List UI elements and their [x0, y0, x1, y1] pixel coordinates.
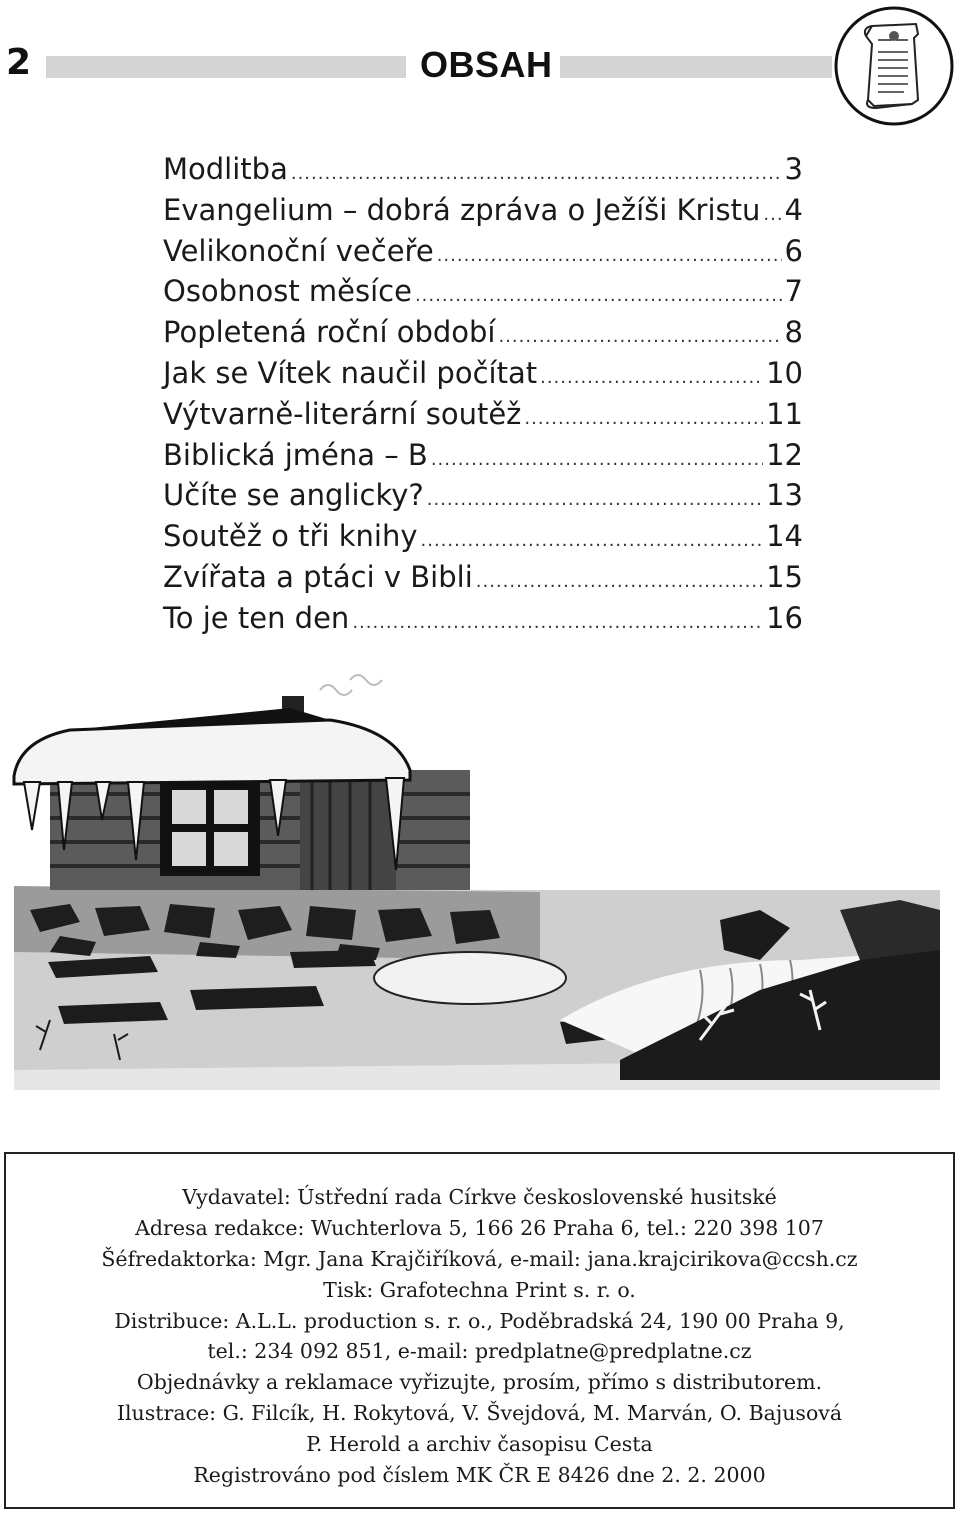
table-of-contents: [163, 152, 803, 642]
toc-entry[interactable]: [163, 519, 803, 560]
toc-page: 7: [784, 274, 803, 309]
toc-entry[interactable]: [163, 601, 803, 642]
toc-entry[interactable]: [163, 193, 803, 234]
toc-entry[interactable]: [163, 274, 803, 315]
section-title: OBSAH: [420, 44, 553, 85]
toc-title: To je ten den: [163, 600, 350, 635]
toc-leader: [421, 530, 764, 551]
toc-leader: [427, 489, 763, 510]
imprint-box: [4, 1152, 955, 1509]
toc-title: Velikonoční večeře: [163, 233, 434, 268]
toc-entry[interactable]: [163, 560, 803, 601]
toc-leader: [415, 285, 782, 306]
toc-leader: [291, 163, 782, 184]
toc-title: Zvířata a ptáci v Bibli: [163, 559, 473, 594]
imprint-editor: Šéfredaktorka: Mgr. Jana Krajčiříková, e-mail: jana.krajcirikova@ccsh.cz: [101, 1246, 858, 1271]
toc-title: Jak se Vítek naučil počítat: [163, 355, 538, 390]
imprint-illustrators-cont: P. Herold a archiv časopisu Cesta: [306, 1432, 653, 1457]
imprint-distribution: Distribuce: A.L.L. production s. r. o., Poděbradská 24, 190 00 Praha 9,: [114, 1308, 845, 1333]
toc-leader: [540, 367, 763, 388]
imprint-address: Adresa redakce: Wuchterlova 5, 166 26 Praha 6, tel.: 220 398 107: [135, 1215, 824, 1240]
imprint-registration: Registrováno pod číslem MK ČR E 8426 dne 2. 2. 2000: [193, 1463, 766, 1488]
toc-title: Evangelium – dobrá zpráva o Ježíši Kristu: [163, 192, 761, 227]
toc-page: 11: [766, 396, 803, 431]
toc-page: 4: [784, 192, 803, 227]
toc-leader: [437, 245, 782, 266]
toc-page: 10: [766, 355, 803, 390]
toc-leader: [352, 612, 763, 633]
toc-title: Výtvarně-literární soutěž: [163, 396, 522, 431]
toc-entry[interactable]: [163, 315, 803, 356]
toc-page: 12: [766, 437, 803, 472]
toc-title: Soutěž o tři knihy: [163, 519, 418, 554]
toc-leader: [763, 204, 781, 225]
header-band-right: [560, 56, 832, 78]
toc-page: 6: [784, 233, 803, 268]
toc-leader: [476, 571, 763, 592]
header-band-left: [46, 56, 406, 78]
toc-page: 14: [766, 519, 803, 554]
page-header: [0, 0, 960, 140]
toc-page: 13: [766, 478, 803, 513]
toc-leader: [431, 449, 763, 470]
toc-title: Osobnost měsíce: [163, 274, 412, 309]
scroll-emblem-icon: [832, 4, 956, 128]
toc-entry[interactable]: [163, 478, 803, 519]
imprint-orders: Objednávky a reklamace vyřizujte, prosím, přímo s distributorem.: [136, 1370, 823, 1395]
toc-entry[interactable]: [163, 234, 803, 275]
toc-page: 16: [766, 600, 803, 635]
toc-title: Biblická jména – B: [163, 437, 428, 472]
imprint-contact: tel.: 234 092 851, e-mail: predplatne@predplatne.cz: [207, 1339, 752, 1364]
winter-cabin-illustration: [0, 660, 960, 1100]
toc-leader: [524, 408, 763, 429]
imprint-publisher: Vydavatel: Ústřední rada Církve československé husitské: [182, 1185, 777, 1209]
imprint-print: Tisk: Grafotechna Print s. r. o.: [323, 1277, 636, 1302]
toc-title: Modlitba: [163, 152, 288, 186]
toc-entry[interactable]: [163, 152, 803, 193]
toc-entry[interactable]: [163, 438, 803, 479]
imprint-illustrators: Ilustrace: G. Filcík, H. Rokytová, V. Švejdová, M. Marván, O. Bajusová: [116, 1401, 843, 1426]
toc-page: 15: [766, 559, 803, 594]
page-number: 2: [6, 42, 32, 83]
toc-page: 3: [784, 152, 803, 186]
toc-leader: [498, 326, 781, 347]
toc-title: Popletená roční období: [163, 315, 496, 350]
toc-entry[interactable]: [163, 397, 803, 438]
toc-page: 8: [784, 315, 803, 350]
toc-title: Učíte se anglicky?: [163, 478, 424, 513]
toc-entry[interactable]: [163, 356, 803, 397]
